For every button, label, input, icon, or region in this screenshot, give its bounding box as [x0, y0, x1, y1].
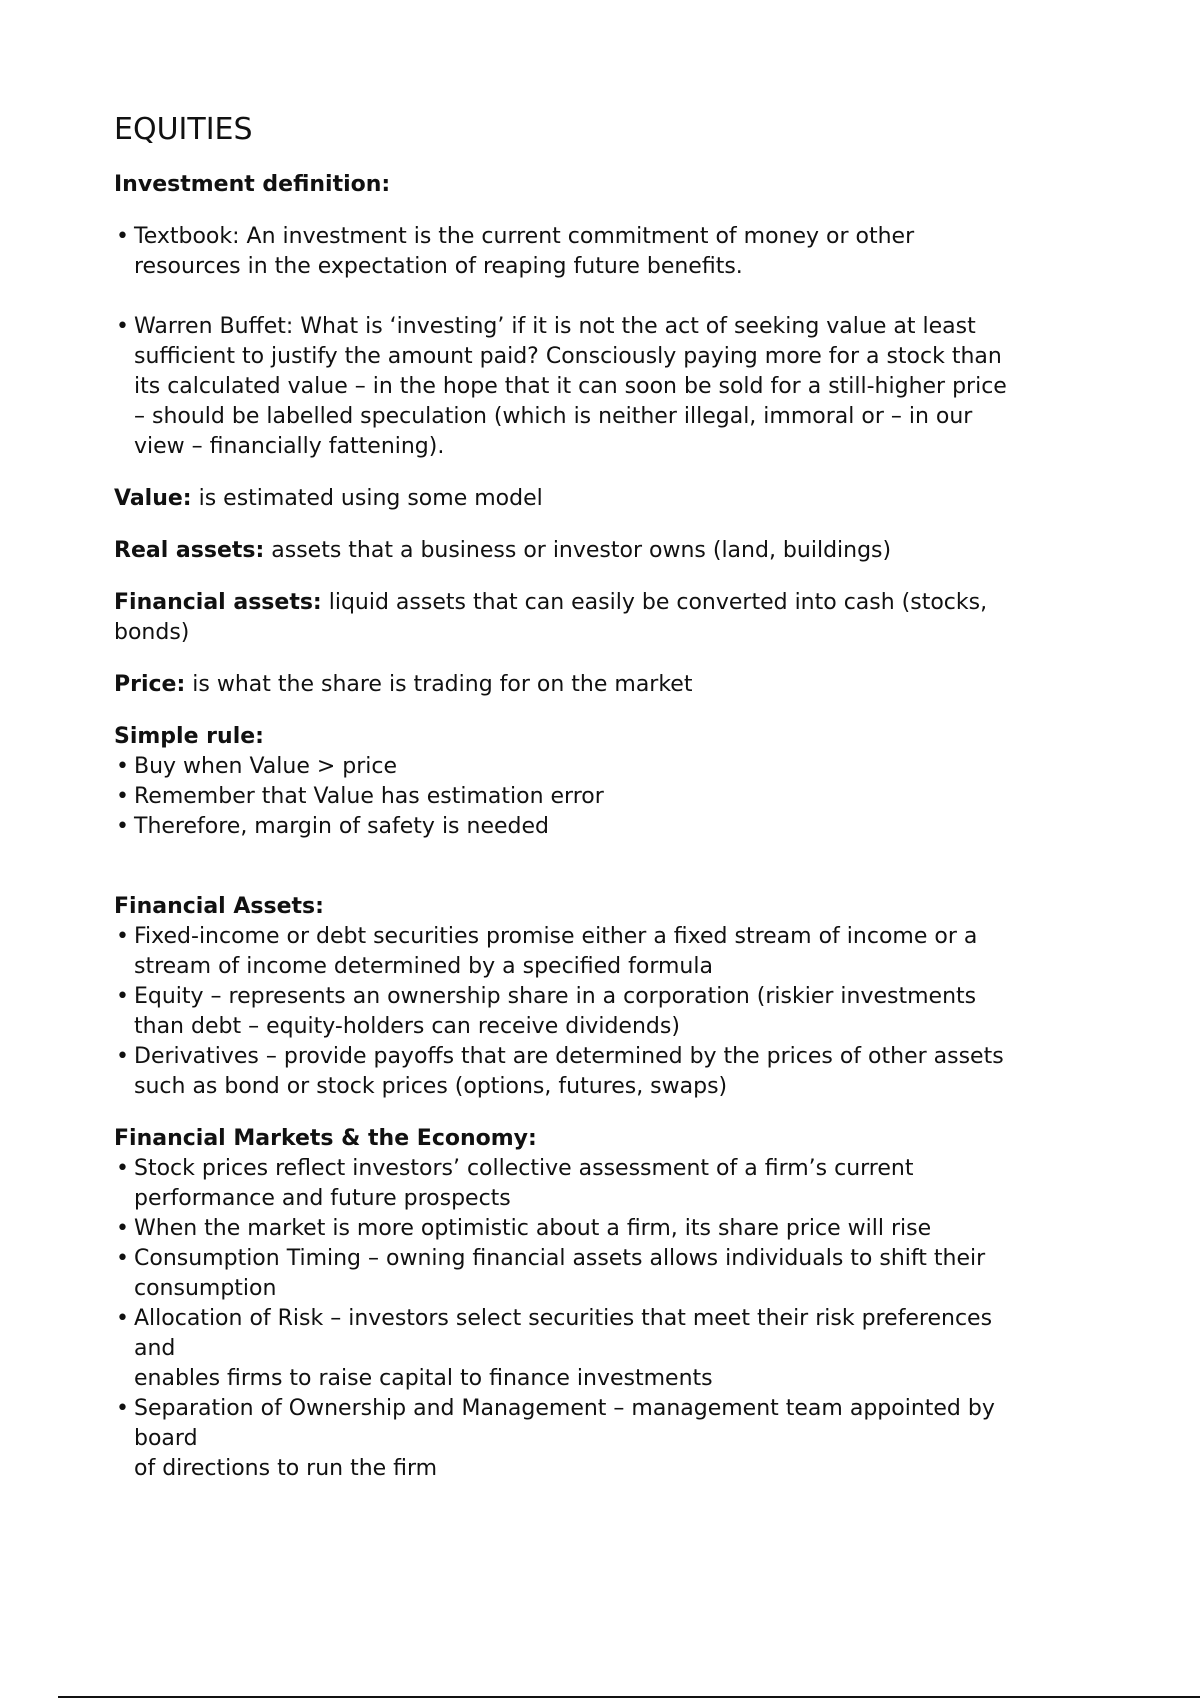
- list-item: • Equity – represents an ownership share in a corporation (riskier investments than debt – equity-holders can receive dividends): [116, 984, 977, 1039]
- footer-divider: [58, 1696, 1200, 1698]
- price-definition: Price: is what the share is trading for on the market: [114, 672, 693, 697]
- financial-assets-term: Financial assets:: [114, 590, 322, 615]
- list-item: • Warren Buffet: What is ‘investing’ if it is not the act of seeking value at least sufficient to justify the amount paid? Consciously paying more for a stock than its calculated value – in the hope that it can soon be sold for a still-higher price – should be labelled speculation (which is neither illegal, immoral or – in our view – financially fattening).: [116, 314, 1007, 459]
- markets-economy-heading: Financial Markets & the Economy:: [114, 1126, 537, 1151]
- list-item: • Derivatives – provide payoffs that are determined by the prices of other assets such as bond or stock prices (options, futures, swaps): [116, 1044, 1004, 1099]
- bullet-icon: •: [116, 314, 129, 339]
- price-term: Price:: [114, 672, 186, 697]
- simple-rule-list: [114, 752, 1094, 842]
- list-item: • Fixed-income or debt securities promise either a fixed stream of income or a stream of income determined by a specified formula: [116, 924, 978, 979]
- list-item: • When the market is more optimistic about a firm, its share price will rise: [114, 1214, 1094, 1244]
- bullet-icon: •: [116, 224, 129, 249]
- bullet-icon: •: [116, 1246, 129, 1271]
- bullet-icon: •: [116, 1156, 129, 1181]
- list-item: • Therefore, margin of safety is needed: [114, 812, 1094, 842]
- bullet-icon: •: [116, 1396, 129, 1421]
- list-item: • Buy when Value > price: [114, 752, 1094, 782]
- list-item: • Allocation of Risk – investors select securities that meet their risk preferences and enables firms to raise capital to finance investments: [116, 1306, 993, 1391]
- list-item: • Textbook: An investment is the current commitment of money or other resources in the expectation of reaping future benefits.: [116, 224, 915, 279]
- list-item: • Stock prices reflect investors’ collective assessment of a firm’s current performance and future prospects: [116, 1156, 914, 1211]
- bullet-icon: •: [116, 924, 129, 949]
- markets-economy-list: [114, 1154, 1094, 1484]
- value-term: Value:: [114, 486, 192, 511]
- real-assets-definition: Real assets: assets that a business or investor owns (land, buildings): [114, 538, 892, 563]
- investment-definition-list-2: [114, 312, 1094, 462]
- bullet-icon: •: [116, 1216, 129, 1241]
- bullet-icon: •: [116, 1044, 129, 1069]
- bullet-icon: •: [116, 814, 129, 839]
- bullet-icon: •: [116, 784, 129, 809]
- list-item: • Separation of Ownership and Management – management team appointed by board of directions to run the firm: [116, 1396, 995, 1481]
- list-item: • Remember that Value has estimation error: [114, 782, 1094, 812]
- simple-rule-heading: Simple rule:: [114, 724, 264, 749]
- bullet-icon: •: [116, 754, 129, 779]
- financial-assets-list: [114, 922, 1094, 1102]
- bullet-icon: •: [116, 984, 129, 1009]
- investment-definition-heading: Investment definition:: [114, 172, 391, 197]
- value-definition: Value: is estimated using some model: [114, 486, 543, 511]
- real-assets-term: Real assets:: [114, 538, 265, 563]
- document-page: [114, 110, 1094, 1484]
- financial-assets-heading: Financial Assets:: [114, 894, 324, 919]
- investment-definition-list: [114, 222, 1094, 282]
- financial-assets-definition: Financial assets: liquid assets that can easily be converted into cash (stocks, bonds): [114, 590, 988, 645]
- document-title: EQUITIES: [114, 112, 253, 147]
- bullet-icon: •: [116, 1306, 129, 1331]
- list-item: • Consumption Timing – owning financial assets allows individuals to shift their consumption: [116, 1246, 986, 1301]
